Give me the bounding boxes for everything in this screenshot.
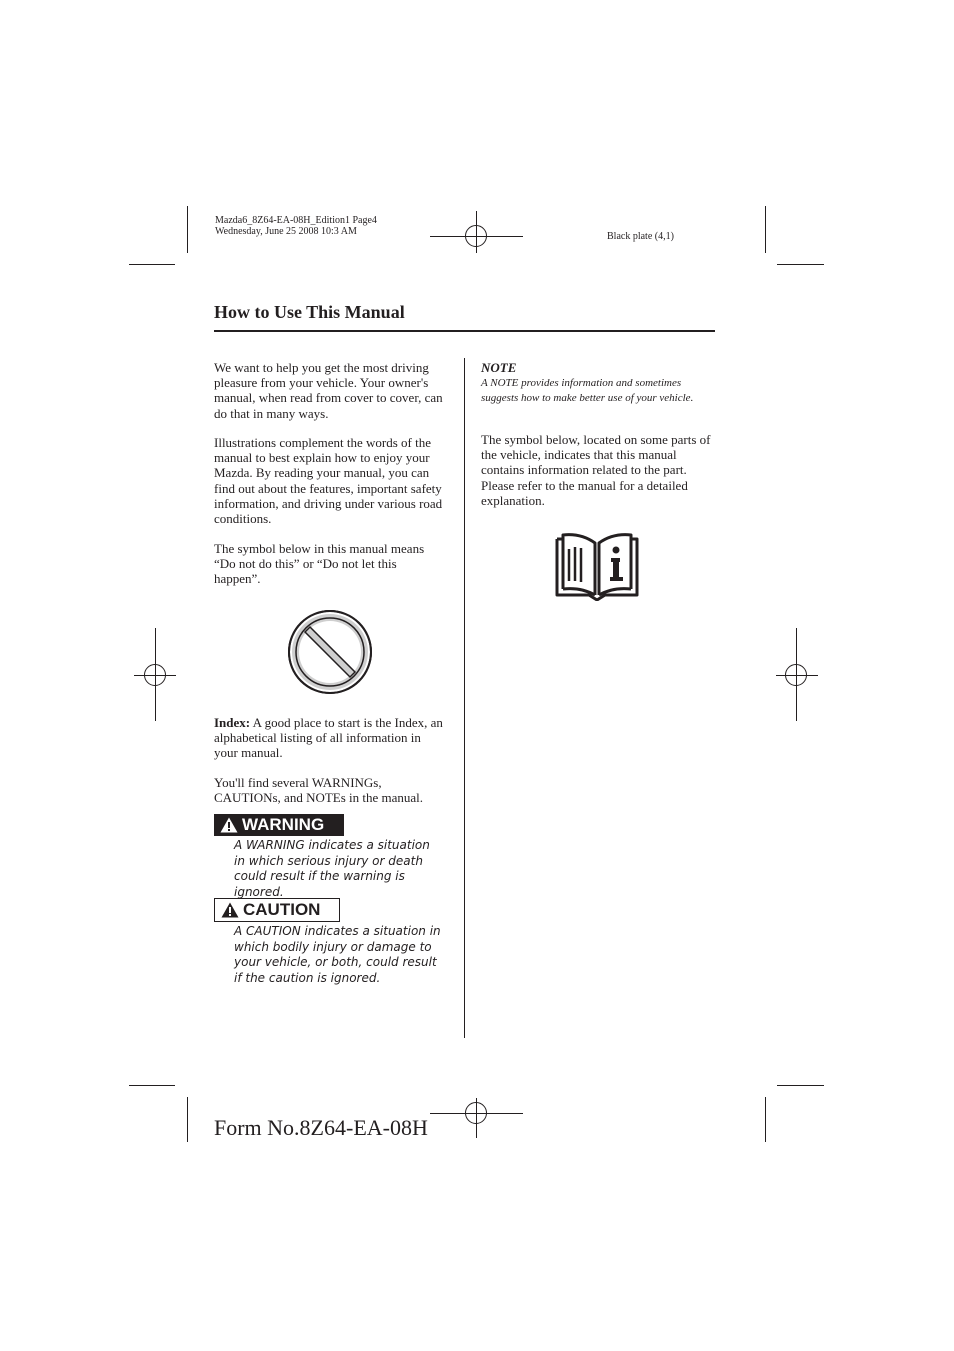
crop-mark — [777, 264, 824, 265]
symbol-intro-paragraph: The symbol below in this manual means “Do not do this” or “Do not let this happen”. — [214, 541, 425, 587]
note-text: A NOTE provides information and sometimes suggests how to make better use of your vehicle. — [481, 377, 694, 404]
caution-text: A CAUTION indicates a situation in which bodily injury or damage to your vehicle, or both, could result if the caution is ignored. — [234, 924, 441, 985]
index-label: Index: — [214, 715, 251, 730]
crop-mark — [765, 1097, 766, 1142]
crop-mark — [777, 1085, 824, 1086]
warning-banner — [214, 814, 344, 836]
title-rule — [214, 330, 715, 332]
warning-triangle-icon — [221, 902, 239, 918]
note-heading: NOTE — [481, 360, 517, 375]
index-text: A good place to start is the Index, an alphabetical listing of all information in your manual. — [214, 715, 443, 761]
prohibition-icon — [286, 608, 374, 696]
vehicle-symbol-paragraph: The symbol below, located on some parts of the vehicle, indicates that this manual contains information related to the part. Please refer to the manual for a detailed explanation. — [481, 432, 711, 508]
crop-mark — [187, 1097, 188, 1142]
warnings-intro-paragraph: You'll find several WARNINGs, CAUTIONs, and NOTEs in the manual. — [214, 775, 424, 806]
caution-banner — [214, 898, 340, 922]
crop-mark — [129, 264, 175, 265]
slug-line-1: Mazda6_8Z64-EA-08H_Edition1 Page4 — [215, 215, 377, 226]
caution-label: CAUTION — [243, 900, 321, 919]
crop-mark — [187, 206, 188, 253]
column-divider — [464, 358, 465, 1038]
manual-info-icon — [555, 533, 639, 601]
intro-paragraph: We want to help you get the most driving pleasure from your vehicle. Your owner's manual, when read from cover to cover, can do that in many ways. — [214, 360, 443, 421]
crop-mark — [129, 1085, 175, 1086]
plate-label: Black plate (4,1) — [607, 231, 674, 242]
index-paragraph — [214, 715, 446, 761]
warning-label: WARNING — [242, 815, 325, 834]
section-title: How to Use This Manual — [214, 302, 405, 322]
form-number: Form No.8Z64-EA-08H — [214, 1115, 428, 1140]
slug-line-2: Wednesday, June 25 2008 10:3 AM — [215, 226, 357, 237]
illustrations-paragraph: Illustrations complement the words of the manual to best explain how to enjoy your Mazda. By reading your manual, you can find out about the features, important safety information, and driving under various road conditions. — [214, 435, 443, 527]
crop-mark — [765, 206, 766, 253]
warning-triangle-icon — [220, 817, 238, 833]
warning-text: A WARNING indicates a situation in which serious injury or death could result if the warning is ignored. — [234, 838, 430, 899]
